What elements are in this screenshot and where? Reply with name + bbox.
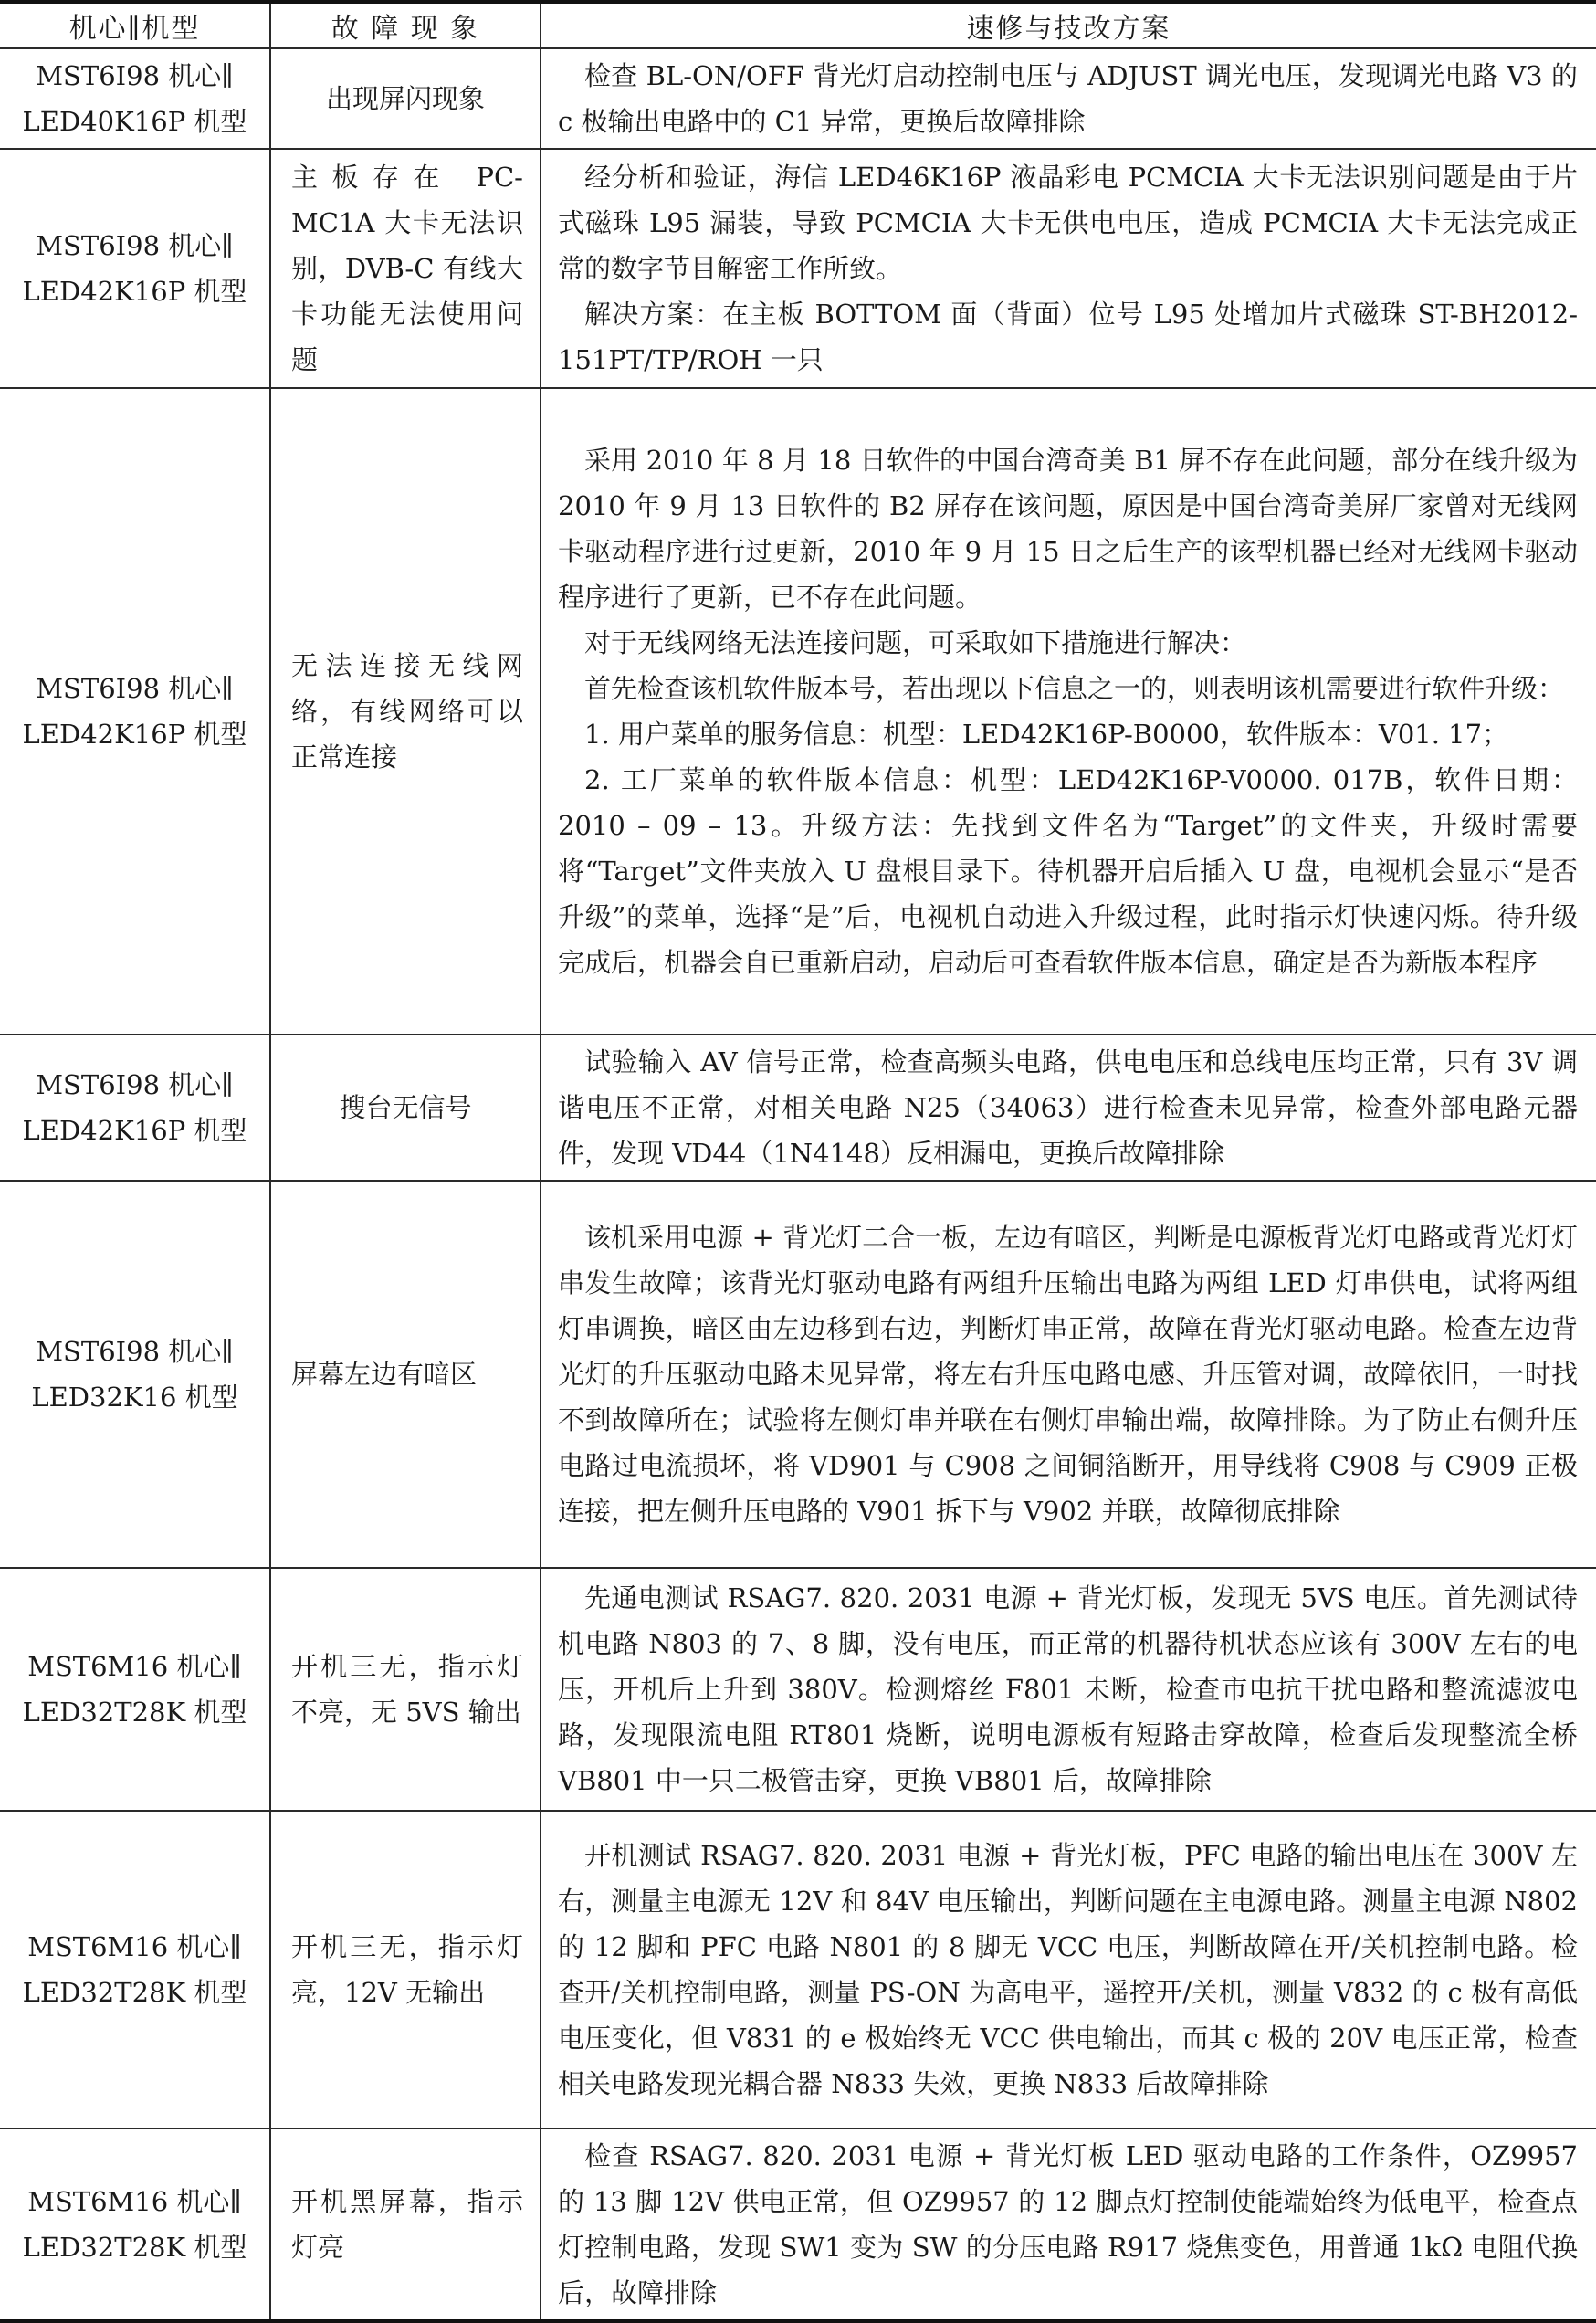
fix-cell	[541, 1035, 1596, 1181]
model-line-1: MST6I98 机心∥	[36, 60, 234, 91]
fault-cell: 无法连接无线网络，有线网络可以正常连接	[270, 388, 541, 1035]
header-model: 机心∥机型	[0, 2, 270, 48]
table-row	[0, 2129, 1596, 2321]
fix-paragraph: 解决方案：在主板 BOTTOM 面（背面）位号 L95 处增加片式磁珠 ST-BH2012-151PT/TP/ROH 一只	[558, 299, 1578, 375]
model-line-2: LED42K16P 机型	[22, 1115, 247, 1146]
model-line-1: MST6I98 机心∥	[36, 1336, 234, 1367]
fix-cell	[541, 2129, 1596, 2321]
model-line-1: MST6M16 机心∥	[27, 1651, 242, 1682]
fix-cell	[541, 1811, 1596, 2129]
model-line-1: MST6I98 机心∥	[36, 673, 234, 704]
fault-cell: 搜台无信号	[270, 1035, 541, 1181]
model-line-2: LED32T28K 机型	[22, 1977, 247, 2008]
table-row	[0, 149, 1596, 388]
fix-paragraph: 该机采用电源 + 背光灯二合一板，左边有暗区，判断是电源板背光灯电路或背光灯灯串发生故障；该背光灯驱动电路有两组升压输出电路为两组 LED 灯串供电，试将两组灯串调换，暗区由左边移到右边，判断灯串正常，故障在背光灯驱动电路。检查左边背光灯的升压驱动电路未见异常，将左右升压电路电感、升压管对调，故障依旧，一时找不到故障所在；试验将左侧灯串并联在右侧灯串输出端，故障排除。为了防止右侧升压电路过电流损坏，将 VD901 与 C908 之间铜箔断开，用导线将 C908 与 C909 正极连接，把左侧升压电路的 V901 拆下与 V902 并联，故障彻底排除	[558, 1222, 1578, 1527]
model-cell	[0, 149, 270, 388]
fault-cell: 屏幕左边有暗区	[270, 1181, 541, 1568]
model-line-2: LED32T28K 机型	[22, 2232, 247, 2263]
table-row	[0, 388, 1596, 1035]
model-line-2: LED40K16P 机型	[22, 106, 247, 137]
model-line-1: MST6M16 机心∥	[27, 1931, 242, 1962]
model-line-1: MST6I98 机心∥	[36, 1069, 234, 1100]
table-row	[0, 1568, 1596, 1811]
fix-paragraph: 开机测试 RSAG7. 820. 2031 电源 + 背光灯板，PFC 电路的输出电压在 300V 左右，测量主电源无 12V 和 84V 电压输出，判断问题在主电源电路。测量主电源 N802 的 12 脚和 PFC 电路 N801 的 8 脚无 VCC 电压，判断故障在开/关机控制电路。检查开/关机控制电路，测量 PS-ON 为高电平，遥控开/关机，测量 V832 的 c 极有高低电压变化，但 V831 的 e 极始终无 VCC 供电输出，而其 c 极的 20V 电压正常，检查相关电路发现光耦合器 N833 失效，更换 N833 后故障排除	[558, 1840, 1578, 2099]
fix-cell	[541, 48, 1596, 149]
model-line-2: LED32K16 机型	[31, 1382, 238, 1413]
model-cell	[0, 48, 270, 149]
fault-cell: 开机三无，指示灯不亮，无 5VS 输出	[270, 1568, 541, 1811]
fix-paragraph: 检查 RSAG7. 820. 2031 电源 + 背光灯板 LED 驱动电路的工作条件，OZ9957 的 13 脚 12V 供电正常，但 OZ9957 的 12 脚点灯控制使能端始终为低电平，检查点灯控制电路，发现 SW1 变为 SW 的分压电路 R917 烧焦变色，用普通 1kΩ 电阻代换后，故障排除	[558, 2140, 1578, 2308]
header-fix: 速修与技改方案	[541, 2, 1596, 48]
fault-cell: 开机黑屏幕，指示灯亮	[270, 2129, 541, 2321]
header-fault: 故 障 现 象	[270, 2, 541, 48]
model-line-1: MST6I98 机心∥	[36, 230, 234, 261]
model-cell	[0, 1035, 270, 1181]
model-cell	[0, 2129, 270, 2321]
table-row	[0, 48, 1596, 149]
table-row	[0, 1181, 1596, 1568]
fault-cell: 出现屏闪现象	[270, 48, 541, 149]
model-cell	[0, 1181, 270, 1568]
model-line-2: LED42K16P 机型	[22, 276, 247, 307]
table-row	[0, 1811, 1596, 2129]
fix-paragraph: 采用 2010 年 8 月 18 日软件的中国台湾奇美 B1 屏不存在此问题，部分在线升级为 2010 年 9 月 13 日软件的 B2 屏存在该问题，原因是中国台湾奇美屏厂家曾对无线网卡驱动程序进行过更新，2010 年 9 月 15 日之后生产的该型机器已经对无线网卡驱动程序进行了更新，已不存在此问题。	[558, 445, 1578, 613]
model-cell	[0, 1811, 270, 2129]
fix-paragraph: 经分析和验证，海信 LED46K16P 液晶彩电 PCMCIA 大卡无法识别问题是由于片式磁珠 L95 漏装，导致 PCMCIA 大卡无供电电压，造成 PCMCIA 大卡无法完成正常的数字节目解密工作所致。	[558, 162, 1578, 284]
model-cell	[0, 388, 270, 1035]
model-line-2: LED32T28K 机型	[22, 1697, 247, 1728]
fix-paragraph: 对于无线网络无法连接问题，可采取如下措施进行解决：	[584, 627, 1247, 658]
fix-paragraph: 检查 BL-ON/OFF 背光灯启动控制电压与 ADJUST 调光电压，发现调光电路 V3 的 c 极输出电路中的 C1 异常，更换后故障排除	[558, 60, 1578, 137]
fix-paragraph: 先通电测试 RSAG7. 820. 2031 电源 + 背光灯板，发现无 5VS 电压。首先测试待机电路 N803 的 7、8 脚，没有电压，而正常的机器待机状态应该有 300V 左右的电压，开机后上升到 380V。检测熔丝 F801 未断，检查市电抗干扰电路和整流滤波电路，发现限流电阻 RT801 烧断，说明电源板有短路击穿故障，检查后发现整流全桥 VB801 中一只二极管击穿，更换 VB801 后，故障排除	[558, 1582, 1578, 1796]
fault-cell: 主板存在 PC-MC1A 大卡无法识别，DVB-C 有线大卡功能无法使用问题	[270, 149, 541, 388]
fix-paragraph: 首先检查该机软件版本号，若出现以下信息之一的，则表明该机需要进行软件升级：	[584, 673, 1565, 704]
fix-paragraph: 试验输入 AV 信号正常，检查高频头电路，供电电压和总线电压均正常，只有 3V 调谐电压不正常，对相关电路 N25（34063）进行检查未见异常，检查外部电路元器件，发现 VD44（1N4148）反相漏电，更换后故障排除	[558, 1046, 1578, 1169]
model-line-2: LED42K16P 机型	[22, 719, 247, 750]
model-cell	[0, 1568, 270, 1811]
fix-paragraph: 2. 工厂菜单的软件版本信息：机型：LED42K16P-V0000. 017B，软件日期：2010 – 09 – 13。升级方法：先找到文件名为“Target”的文件夹，升级时需要将“Target”文件夹放入 U 盘根目录下。待机器开启后插入 U 盘，电视机会显示“是否升级”的菜单，选择“是”后，电视机自动进入升级过程，此时指示灯快速闪烁。待升级完成后，机器会自已重新启动，启动后可查看软件版本信息，确定是否为新版本程序	[558, 764, 1578, 978]
fix-cell	[541, 388, 1596, 1035]
fix-cell	[541, 1568, 1596, 1811]
fix-cell	[541, 149, 1596, 388]
table-row	[0, 1035, 1596, 1181]
fix-paragraph: 1. 用户菜单的服务信息：机型：LED42K16P-B0000，软件版本：V01. 17；	[584, 719, 1509, 750]
table-header-row	[0, 2, 1596, 48]
fault-cell: 开机三无，指示灯亮，12V 无输出	[270, 1811, 541, 2129]
fix-cell	[541, 1181, 1596, 1568]
model-line-1: MST6M16 机心∥	[27, 2186, 242, 2217]
